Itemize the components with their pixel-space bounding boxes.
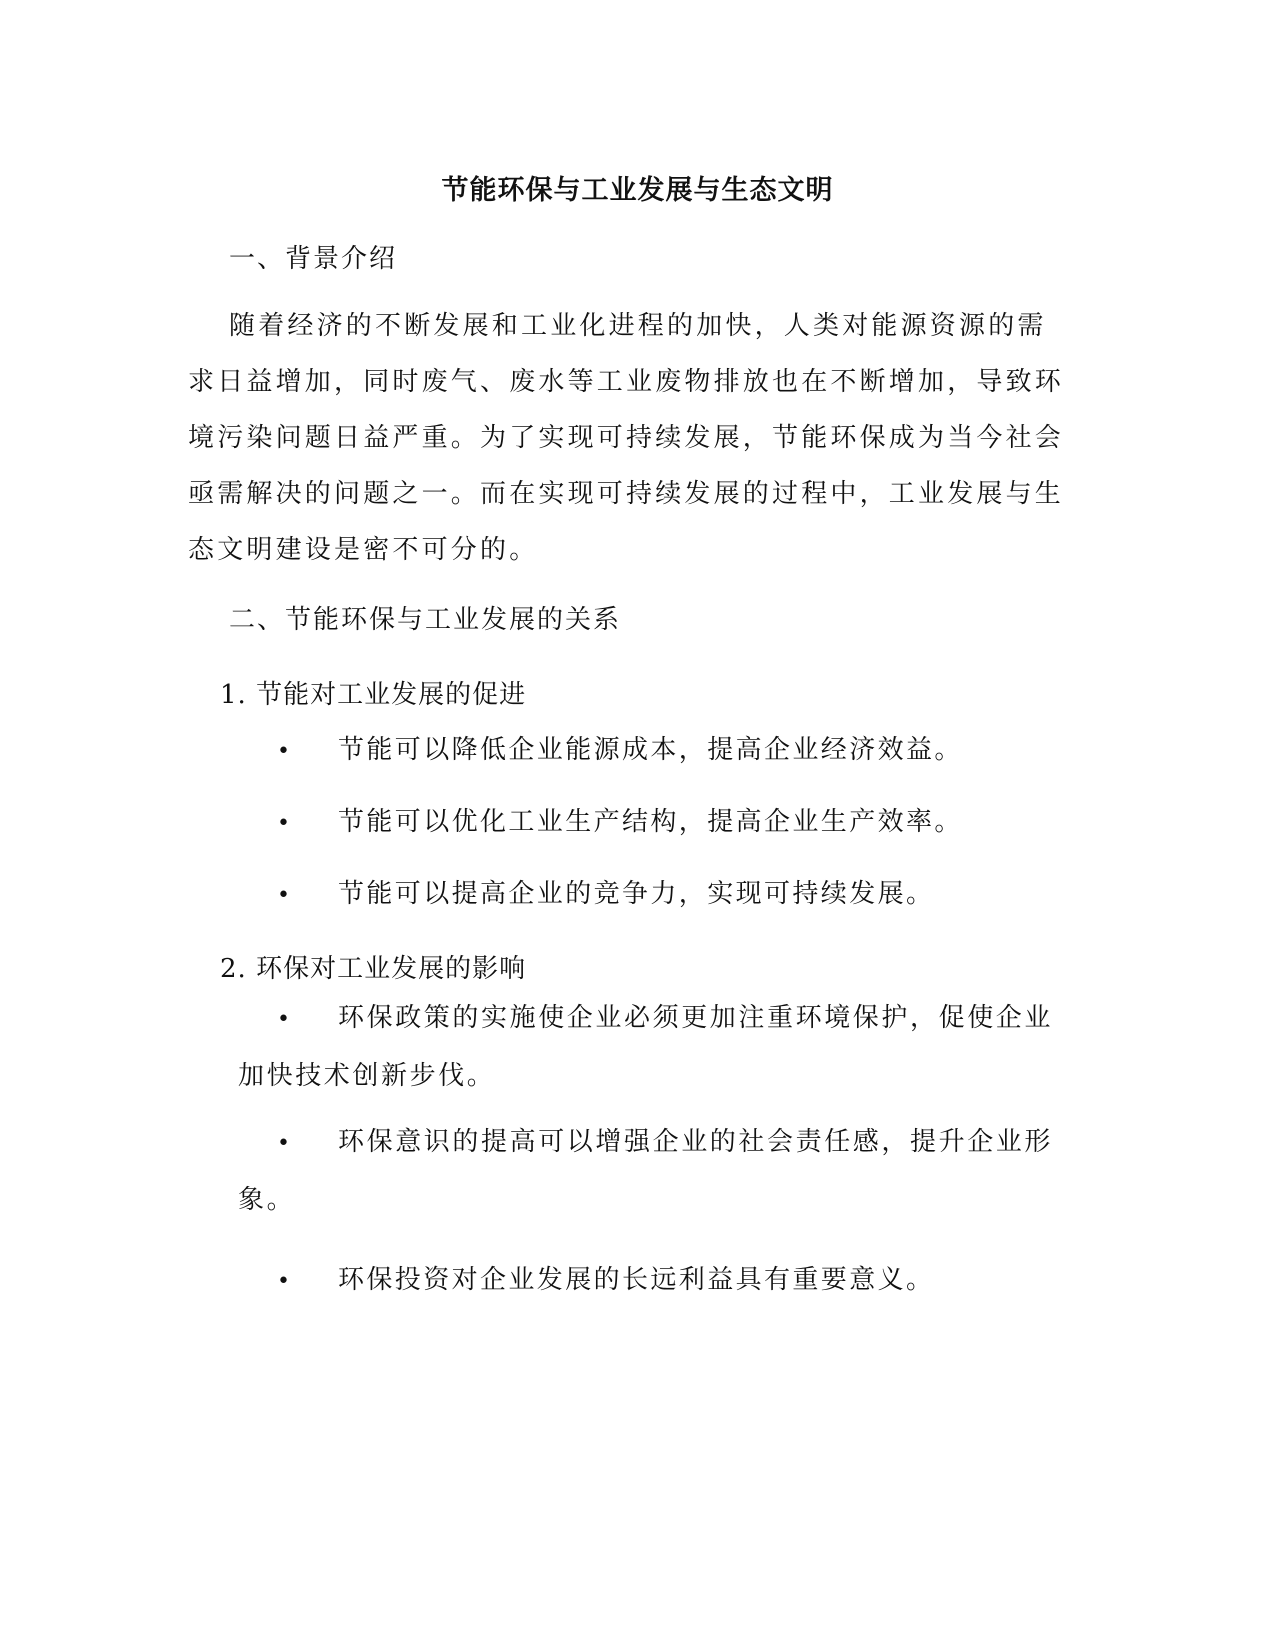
bullet-icon: •: [277, 739, 293, 764]
subheading-environmental-protection: 2. 环保对工业发展的影响: [220, 954, 527, 984]
list-item-text: 环保意识的提高可以增强企业的社会责任感，提升企业形象。: [238, 1127, 1054, 1215]
bullet-icon: •: [277, 883, 293, 908]
section-heading-relationship: 二、节能环保与工业发展的关系: [229, 605, 622, 635]
list-item-text: 节能可以提高企业的竞争力，实现可持续发展。: [338, 879, 935, 909]
document-title: 节能环保与工业发展与生态文明: [441, 175, 834, 206]
list-item: [277, 801, 963, 838]
list-item: [238, 1114, 1068, 1228]
bullet-icon: •: [277, 1007, 293, 1032]
list-item: [277, 873, 934, 910]
list-item-text: 环保政策的实施使企业必须更加注重环境保护，促使企业加快技术创新步伐。: [238, 1003, 1054, 1091]
background-paragraph: 随着经济的不断发展和工业化进程的加快，人类对能源资源的需求日益增加，同时废气、废水等工业废物排放也在不断增加，导致环境污染问题日益严重。为了实现可持续发展，节能环保成为当今社会亟需解决的问题之一。而在实现可持续发展的过程中，工业发展与生态文明建设是密不可分的。: [188, 311, 1065, 565]
bullet-icon: •: [277, 1131, 293, 1156]
bullet-icon: •: [277, 1269, 293, 1294]
section-heading-background: 一、背景介绍: [229, 244, 398, 274]
list-item-text: 节能可以降低企业能源成本，提高企业经济效益。: [338, 735, 963, 765]
list-item-text: 节能可以优化工业生产结构，提高企业生产效率。: [338, 807, 963, 837]
subheading-energy-saving: 1. 节能对工业发展的促进: [220, 680, 527, 710]
list-item: [277, 729, 963, 766]
list-item: [277, 1259, 934, 1296]
bullet-icon: •: [277, 811, 293, 836]
list-item: [238, 990, 1068, 1104]
list-item-text: 环保投资对企业发展的长远利益具有重要意义。: [338, 1265, 935, 1295]
